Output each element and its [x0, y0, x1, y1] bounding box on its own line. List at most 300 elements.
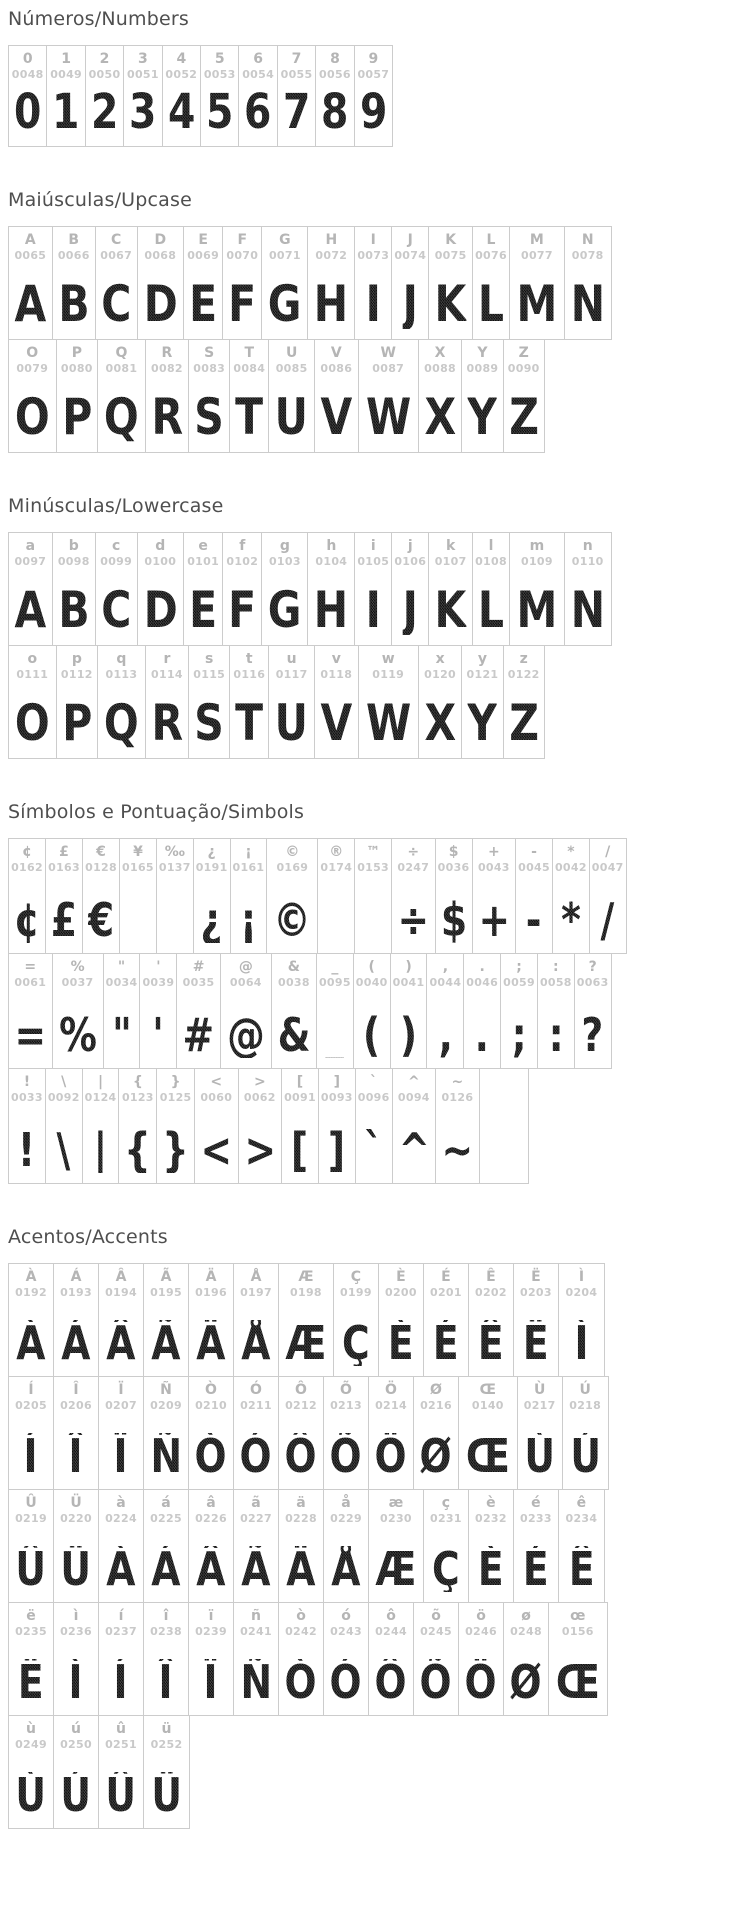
- cell-unicode-code: 0093: [320, 1091, 353, 1104]
- cell-glyph: Û: [15, 1542, 47, 1596]
- cell-character-label: Z: [518, 345, 529, 361]
- glyph-row: [8, 339, 545, 453]
- char-cell: [189, 1377, 234, 1489]
- cell-glyph: Ü: [60, 1542, 92, 1596]
- cell-glyph: À: [106, 1542, 136, 1596]
- cell-glyph: &: [277, 1008, 311, 1062]
- cell-character-label: !: [23, 1074, 31, 1090]
- cell-character-label: j: [407, 538, 413, 554]
- cell-character-label: ä: [296, 1495, 306, 1511]
- cell-character-label: ê: [576, 1495, 587, 1511]
- char-cell: [319, 1069, 356, 1183]
- cell-glyph: Í: [113, 1655, 129, 1709]
- glyph-table: [8, 45, 730, 147]
- char-cell: [239, 46, 277, 146]
- cell-unicode-code: 0163: [48, 861, 80, 874]
- char-cell: [324, 1603, 369, 1715]
- char-cell: [96, 533, 138, 645]
- cell-glyph: Q: [103, 694, 139, 752]
- cell-character-label: &: [287, 959, 301, 975]
- cell-character-label: Ø: [430, 1382, 442, 1398]
- char-cell: [194, 839, 231, 953]
- char-cell: [424, 1490, 469, 1602]
- cell-glyph: €: [87, 893, 115, 947]
- cell-glyph: Ô: [374, 1655, 408, 1709]
- cell-unicode-code: 0233: [520, 1512, 552, 1525]
- cell-character-label: ô: [386, 1608, 396, 1624]
- glyph-row: [8, 1376, 609, 1490]
- cell-character-label: %: [70, 959, 85, 975]
- cell-glyph: $: [440, 893, 467, 947]
- cell-glyph: Y: [467, 694, 498, 752]
- cell-unicode-code: 0214: [375, 1399, 407, 1412]
- cell-character-label: Ì: [578, 1269, 585, 1285]
- cell-character-label: 8: [330, 51, 340, 67]
- cell-character-label: X: [434, 345, 446, 361]
- cell-unicode-code: 0091: [284, 1091, 316, 1104]
- cell-character-label: V: [330, 345, 342, 361]
- cell-glyph: Ñ: [240, 1655, 272, 1709]
- cell-character-label: F: [237, 232, 248, 248]
- cell-unicode-code: 0243: [330, 1625, 362, 1638]
- cell-unicode-code: 0161: [232, 861, 265, 874]
- cell-glyph: Å: [331, 1542, 361, 1596]
- cell-glyph: G: [268, 275, 302, 333]
- cell-unicode-code: 0075: [434, 249, 467, 262]
- cell-unicode-code: 0252: [150, 1738, 183, 1751]
- char-cell: [46, 1069, 83, 1183]
- char-cell: [9, 1716, 54, 1828]
- cell-character-label: <: [210, 1074, 223, 1090]
- glyph-row: [8, 532, 612, 646]
- cell-character-label: Ñ: [160, 1382, 172, 1398]
- cell-glyph: Æ: [375, 1542, 417, 1596]
- cell-glyph: *: [560, 893, 581, 947]
- char-cell: [184, 533, 223, 645]
- cell-glyph: U: [274, 388, 309, 446]
- cell-glyph: Œ: [465, 1429, 510, 1483]
- cell-glyph: S: [194, 388, 224, 446]
- cell-glyph: 6: [244, 84, 272, 140]
- char-cell: [504, 646, 544, 758]
- cell-unicode-code: 0209: [150, 1399, 182, 1412]
- char-cell: [316, 46, 354, 146]
- char-cell: [54, 1716, 99, 1828]
- cell-character-label: M: [529, 232, 544, 248]
- cell-unicode-code: 0211: [240, 1399, 272, 1412]
- cell-character-label: £: [59, 844, 69, 860]
- cell-character-label: h: [326, 538, 337, 554]
- cell-glyph: Ö: [464, 1655, 498, 1709]
- cell-glyph: :: [548, 1008, 564, 1062]
- cell-character-label: v: [331, 651, 341, 667]
- cell-glyph: È: [388, 1316, 414, 1370]
- cell-unicode-code: 0205: [15, 1399, 47, 1412]
- char-cell: [518, 1377, 563, 1489]
- section-symbols: [8, 801, 730, 1184]
- cell-glyph: M: [516, 581, 558, 639]
- cell-unicode-code: 0245: [420, 1625, 452, 1638]
- char-cell: [272, 954, 317, 1068]
- section-title: Maiúsculas/Upcase: [8, 189, 193, 211]
- cell-character-label: Œ: [479, 1382, 497, 1398]
- char-cell: [315, 646, 359, 758]
- cell-glyph: #: [182, 1008, 215, 1062]
- char-cell: [553, 839, 590, 953]
- char-cell: [189, 1490, 234, 1602]
- cell-character-label: *: [567, 844, 575, 860]
- cell-character-label: {: [132, 1074, 143, 1090]
- cell-unicode-code: 0192: [15, 1286, 47, 1299]
- char-cell: [559, 1264, 604, 1376]
- cell-character-label: ¡: [245, 844, 252, 860]
- cell-character-label: C: [111, 232, 122, 248]
- cell-glyph: R: [151, 388, 183, 446]
- cell-unicode-code: 0106: [394, 555, 427, 568]
- cell-character-label: Ò: [205, 1382, 217, 1398]
- char-cell: [99, 1377, 144, 1489]
- cell-unicode-code: 0074: [394, 249, 427, 262]
- cell-character-label: t: [245, 651, 253, 667]
- cell-glyph: Õ: [329, 1429, 363, 1483]
- cell-unicode-code: 0200: [385, 1286, 417, 1299]
- cell-character-label: Ç: [350, 1269, 362, 1285]
- cell-character-label: +: [487, 844, 500, 860]
- char-cell: [9, 46, 47, 146]
- cell-unicode-code: 0232: [475, 1512, 507, 1525]
- cell-glyph: D: [143, 275, 178, 333]
- char-cell: [201, 46, 239, 146]
- cell-character-label: Ö: [385, 1382, 397, 1398]
- cell-glyph: Ò: [284, 1655, 318, 1709]
- cell-unicode-code: 0123: [121, 1091, 154, 1104]
- char-cell: [96, 227, 138, 339]
- char-cell: [279, 1603, 324, 1715]
- glyph-row: [8, 45, 393, 147]
- cell-character-label: í: [118, 1608, 124, 1624]
- cell-glyph: Ë: [18, 1655, 44, 1709]
- char-cell: [324, 1490, 369, 1602]
- char-cell: [563, 1377, 608, 1489]
- char-cell: [234, 1490, 279, 1602]
- cell-glyph: 9: [359, 84, 388, 140]
- char-cell: [549, 1603, 607, 1715]
- cell-character-label: o: [27, 651, 38, 667]
- char-cell: [223, 533, 262, 645]
- cell-character-label: y: [477, 651, 488, 667]
- cell-character-label: Q: [115, 345, 128, 361]
- cell-character-label: D: [154, 232, 167, 248]
- cell-unicode-code: 0041: [392, 976, 425, 989]
- cell-character-label: â: [206, 1495, 216, 1511]
- cell-glyph: 2: [90, 84, 119, 140]
- char-cell: [516, 839, 553, 953]
- cell-glyph: ¿: [200, 893, 223, 947]
- cell-character-label: f: [239, 538, 246, 554]
- char-cell: [189, 340, 230, 452]
- cell-unicode-code: 0060: [200, 1091, 233, 1104]
- cell-glyph: N: [570, 275, 605, 333]
- section-title: Minúsculas/Lowercase: [8, 495, 224, 517]
- cell-glyph: F: [228, 581, 257, 639]
- section-numbers: [8, 8, 730, 147]
- cell-glyph: Á: [151, 1542, 181, 1596]
- cell-unicode-code: 0199: [340, 1286, 372, 1299]
- cell-unicode-code: 0088: [424, 362, 456, 375]
- cell-unicode-code: 0049: [50, 68, 83, 81]
- cell-glyph: .: [475, 1008, 490, 1062]
- cell-character-label: A: [24, 232, 36, 248]
- cell-unicode-code: 0231: [430, 1512, 462, 1525]
- font-character-map-page: [8, 8, 730, 1829]
- char-cell: [473, 533, 510, 645]
- char-cell: [163, 46, 201, 146]
- char-cell: [504, 1603, 549, 1715]
- cell-character-label: [: [296, 1074, 304, 1090]
- char-cell: [279, 1490, 324, 1602]
- cell-character-label: e: [198, 538, 208, 554]
- cell-character-label: ?: [588, 959, 597, 975]
- char-cell: [324, 1377, 369, 1489]
- cell-unicode-code: 0191: [195, 861, 228, 874]
- cell-glyph: \: [56, 1123, 71, 1177]
- cell-unicode-code: 0061: [14, 976, 47, 989]
- char-cell: [86, 46, 124, 146]
- cell-unicode-code: 0081: [105, 362, 138, 375]
- cell-glyph: I: [365, 581, 381, 639]
- cell-character-label: ø: [521, 1608, 531, 1624]
- char-cell: [98, 646, 146, 758]
- char-cell: [99, 1490, 144, 1602]
- char-cell: [54, 1264, 99, 1376]
- cell-unicode-code: 0124: [84, 1091, 117, 1104]
- cell-character-label: x: [435, 651, 445, 667]
- cell-character-label: -: [531, 844, 537, 860]
- cell-glyph: H: [314, 581, 349, 639]
- cell-glyph: G: [268, 581, 302, 639]
- cell-unicode-code: 0121: [466, 668, 499, 681]
- cell-character-label: Æ: [298, 1269, 314, 1285]
- char-cell: [9, 227, 53, 339]
- char-cell: [119, 1069, 157, 1183]
- cell-unicode-code: 0079: [16, 362, 49, 375]
- cell-unicode-code: 0224: [105, 1512, 137, 1525]
- cell-character-label: É: [441, 1269, 451, 1285]
- cell-character-label: K: [445, 232, 457, 248]
- char-cell: [83, 1069, 120, 1183]
- cell-unicode-code: 0140: [471, 1399, 504, 1412]
- cell-unicode-code: 0090: [507, 362, 540, 375]
- cell-unicode-code: 0086: [320, 362, 353, 375]
- cell-unicode-code: 0108: [475, 555, 507, 568]
- char-cell: [46, 839, 83, 953]
- cell-character-label: d: [155, 538, 166, 554]
- char-cell: [184, 227, 223, 339]
- cell-unicode-code: 0248: [510, 1625, 542, 1638]
- char-cell: [308, 533, 355, 645]
- cell-unicode-code: 0193: [60, 1286, 92, 1299]
- cell-glyph: Q: [103, 388, 139, 446]
- char-cell: [359, 646, 419, 758]
- cell-unicode-code: 0194: [105, 1286, 137, 1299]
- cell-character-label: ©: [285, 844, 300, 860]
- cell-unicode-code: 0201: [430, 1286, 462, 1299]
- cell-glyph: Ø: [419, 1429, 453, 1483]
- cell-character-label: ': [156, 959, 161, 975]
- cell-unicode-code: 0225: [150, 1512, 182, 1525]
- cell-unicode-code: 0162: [11, 861, 43, 874]
- cell-unicode-code: 0104: [315, 555, 348, 568]
- cell-character-label: q: [116, 651, 127, 667]
- cell-character-label: È: [396, 1269, 406, 1285]
- cell-glyph: Ï: [113, 1429, 129, 1483]
- cell-glyph: É: [433, 1316, 459, 1370]
- cell-character-label: ™: [366, 844, 381, 860]
- cell-unicode-code: 0226: [195, 1512, 227, 1525]
- cell-glyph: Ì: [574, 1316, 589, 1370]
- cell-glyph: U: [274, 694, 309, 752]
- cell-unicode-code: 0153: [357, 861, 390, 874]
- char-cell: [54, 1603, 99, 1715]
- cell-unicode-code: 0050: [88, 68, 121, 81]
- cell-character-label: Ó: [250, 1382, 262, 1398]
- cell-character-label: .: [479, 959, 485, 975]
- cell-unicode-code: 0052: [165, 68, 198, 81]
- cell-unicode-code: 0195: [150, 1286, 182, 1299]
- empty-cell: [480, 1069, 528, 1183]
- cell-unicode-code: 0056: [319, 68, 351, 81]
- cell-character-label: :: [553, 959, 559, 975]
- cell-unicode-code: 0100: [144, 555, 177, 568]
- cell-unicode-code: 0063: [576, 976, 609, 989]
- cell-unicode-code: 0095: [318, 976, 351, 989]
- cell-glyph: Ù: [15, 1768, 47, 1822]
- cell-unicode-code: 0137: [158, 861, 191, 874]
- cell-glyph: R: [151, 694, 183, 752]
- cell-glyph: Ê: [478, 1316, 504, 1370]
- cell-unicode-code: 0114: [151, 668, 183, 681]
- cell-unicode-code: 0059: [503, 976, 535, 989]
- cell-character-label: m: [529, 538, 545, 554]
- cell-unicode-code: 0065: [14, 249, 47, 262]
- cell-character-label: 2: [99, 51, 110, 67]
- cell-unicode-code: 0234: [565, 1512, 598, 1525]
- cell-character-label: J: [407, 232, 413, 248]
- cell-unicode-code: 0247: [397, 861, 430, 874]
- cell-unicode-code: 0229: [330, 1512, 362, 1525]
- cell-unicode-code: 0242: [285, 1625, 317, 1638]
- cell-glyph: ©: [273, 893, 312, 947]
- cell-unicode-code: 0057: [357, 68, 390, 81]
- cell-unicode-code: 0230: [380, 1512, 412, 1525]
- cell-glyph: Ø: [509, 1655, 543, 1709]
- cell-character-label: T: [244, 345, 255, 361]
- cell-character-label: (: [368, 959, 375, 975]
- char-cell: [262, 533, 308, 645]
- cell-glyph: Ã: [241, 1542, 271, 1596]
- cell-unicode-code: 0082: [151, 362, 183, 375]
- cell-character-label: \: [61, 1074, 67, 1090]
- cell-unicode-code: 0196: [195, 1286, 227, 1299]
- cell-glyph: C: [101, 581, 132, 639]
- char-cell: [9, 1603, 54, 1715]
- char-cell: [234, 1377, 279, 1489]
- cell-glyph: Ã: [151, 1316, 181, 1370]
- char-cell: [355, 46, 392, 146]
- char-cell: [510, 533, 565, 645]
- cell-glyph: Z: [508, 388, 539, 446]
- cell-glyph: ~: [441, 1123, 474, 1177]
- char-cell: [57, 340, 99, 452]
- cell-character-label: w: [381, 651, 395, 667]
- char-cell: [575, 954, 611, 1068]
- char-cell: [9, 1490, 54, 1602]
- cell-glyph: J: [402, 581, 418, 639]
- char-cell: [144, 1603, 189, 1715]
- cell-glyph: Ó: [239, 1429, 273, 1483]
- cell-glyph: B: [58, 275, 90, 333]
- cell-unicode-code: 0118: [320, 668, 353, 681]
- cell-character-label: s: [205, 651, 214, 667]
- cell-unicode-code: 0089: [466, 362, 499, 375]
- char-cell: [419, 340, 463, 452]
- glyph-row: [8, 645, 545, 759]
- cell-unicode-code: 0085: [275, 362, 308, 375]
- cell-character-label: z: [519, 651, 528, 667]
- cell-glyph: ?: [581, 1008, 604, 1062]
- cell-character-label: `: [370, 1074, 378, 1090]
- cell-character-label: Â: [115, 1269, 127, 1285]
- cell-glyph: Å: [241, 1316, 271, 1370]
- cell-glyph: É: [523, 1542, 549, 1596]
- char-cell: [414, 1377, 459, 1489]
- cell-unicode-code: 0241: [240, 1625, 272, 1638]
- cell-character-label: Ã: [160, 1269, 172, 1285]
- char-cell: [462, 340, 503, 452]
- cell-glyph: H: [314, 275, 349, 333]
- char-cell: [436, 1069, 480, 1183]
- cell-glyph: ,: [438, 1008, 453, 1062]
- cell-unicode-code: 0122: [507, 668, 540, 681]
- cell-character-label: ï: [208, 1608, 214, 1624]
- char-cell: [262, 227, 308, 339]
- cell-character-label: Û: [25, 1495, 37, 1511]
- glyph-table: [8, 838, 730, 1184]
- char-cell: [189, 1603, 234, 1715]
- cell-unicode-code: 0119: [372, 668, 405, 681]
- cell-glyph: Ê: [568, 1542, 595, 1596]
- cell-glyph: T: [235, 694, 264, 752]
- char-cell: [514, 1490, 559, 1602]
- cell-character-label: ñ: [251, 1608, 261, 1624]
- cell-unicode-code: 0072: [315, 249, 348, 262]
- char-cell: [9, 1377, 54, 1489]
- cell-glyph: S: [194, 694, 224, 752]
- char-cell: [177, 954, 221, 1068]
- char-cell: [354, 954, 391, 1068]
- char-cell: [53, 227, 96, 339]
- section-accents: [8, 1226, 730, 1829]
- cell-character-label: W: [380, 345, 396, 361]
- cell-glyph: X: [424, 388, 456, 446]
- cell-unicode-code: 0087: [372, 362, 405, 375]
- cell-glyph: V: [320, 388, 353, 446]
- cell-glyph: Æ: [285, 1316, 327, 1370]
- cell-character-label: Ü: [70, 1495, 82, 1511]
- cell-character-label: Ê: [486, 1269, 496, 1285]
- cell-character-label: 1: [61, 51, 71, 67]
- cell-glyph: 5: [206, 84, 234, 140]
